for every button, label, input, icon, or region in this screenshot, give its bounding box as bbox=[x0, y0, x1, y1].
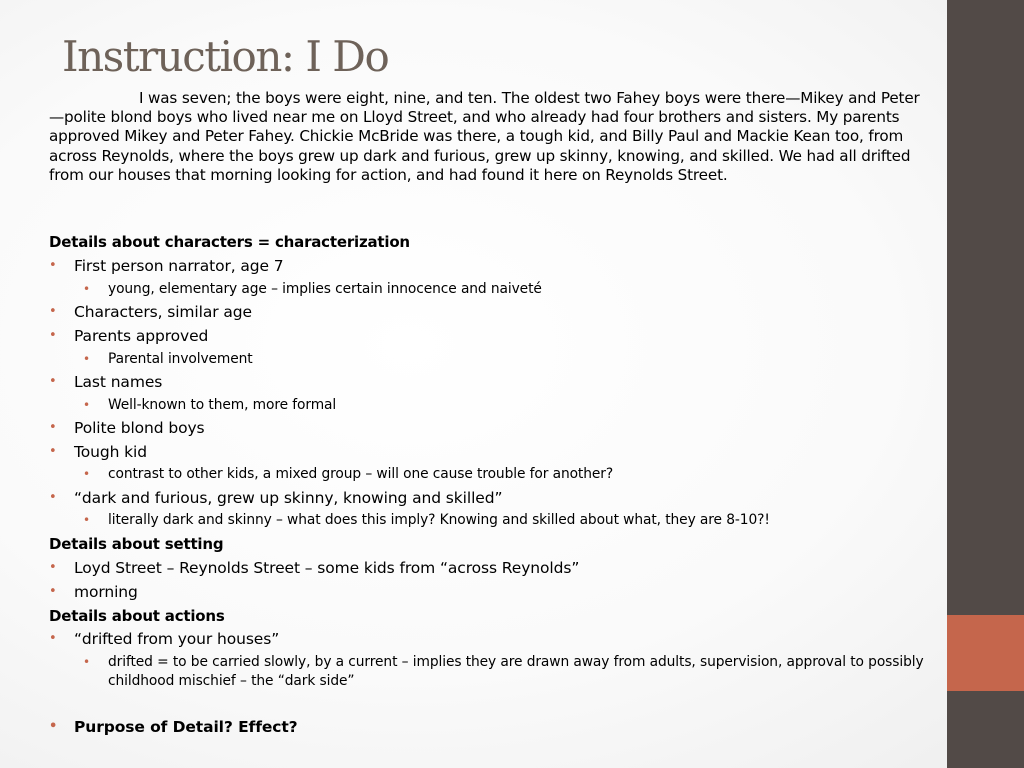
sub-list-item-text: Well-known to them, more formal bbox=[108, 397, 337, 413]
bullet-icon: • bbox=[83, 398, 90, 412]
sub-list-item-text: literally dark and skinny – what does this imply? Knowing and skilled about what, they are 8-10?! bbox=[108, 512, 770, 528]
sub-list-item-text: young, elementary age – implies certain innocence and naiveté bbox=[108, 281, 542, 297]
bullet-icon: • bbox=[49, 304, 57, 319]
purpose-text: Purpose of Detail? Effect? bbox=[74, 718, 298, 736]
bullet-icon: • bbox=[83, 655, 90, 669]
bullet-icon: • bbox=[49, 490, 57, 505]
bullet-icon: • bbox=[49, 631, 57, 646]
bullet-icon: • bbox=[49, 584, 57, 599]
characters-heading: Details about characters = characterization bbox=[49, 233, 410, 251]
bullet-icon: • bbox=[83, 282, 90, 296]
list-item-text: Loyd Street – Reynolds Street – some kids from “across Reynolds” bbox=[74, 559, 580, 577]
list-item-text: morning bbox=[74, 583, 138, 601]
bullet-icon: • bbox=[83, 352, 90, 366]
list-item-text: Parents approved bbox=[74, 327, 209, 345]
bullet-icon: • bbox=[49, 560, 57, 575]
actions-heading: Details about actions bbox=[49, 607, 225, 625]
list-item-text: Polite blond boys bbox=[74, 419, 205, 437]
bullet-icon: • bbox=[49, 328, 57, 343]
bullet-icon: • bbox=[49, 420, 57, 435]
sub-list-item-text: drifted = to be carried slowly, by a current – implies they are drawn away from adults, supervision, approval to possibly childhood mischief – the “dark side” bbox=[108, 654, 924, 689]
quote-paragraph bbox=[49, 89, 929, 185]
bullet-icon: • bbox=[83, 467, 90, 481]
accent-block bbox=[947, 615, 1024, 691]
bullet-icon: • bbox=[49, 258, 57, 273]
list-item-text: First person narrator, age 7 bbox=[74, 257, 284, 275]
bullet-icon: • bbox=[49, 374, 57, 389]
list-item-text: “dark and furious, grew up skinny, knowing and skilled” bbox=[74, 489, 503, 507]
list-item-text: Last names bbox=[74, 373, 163, 391]
quote-text: I was seven; the boys were eight, nine, and ten. The oldest two Fahey boys were there—Mikey and Peter—polite blond boys who lived near me on Lloyd Street, and who already had four brothers and sisters. My parents approved Mikey and Peter Fahey. Chickie McBride was there, a tough kid, and Billy Paul and Mackie Kean too, from across Reynolds, where the boys grew up dark and furious, grew up skinny, knowing, and skilled. We had all drifted from our houses that morning looking for action, and had found it here on Reynolds Street. bbox=[49, 89, 920, 184]
sub-list-item-text: contrast to other kids, a mixed group – will one cause trouble for another? bbox=[108, 466, 614, 482]
bullet-icon: • bbox=[49, 719, 58, 734]
list-item-text: Characters, similar age bbox=[74, 303, 252, 321]
sub-list-item-text: Parental involvement bbox=[108, 351, 253, 367]
bullet-icon: • bbox=[49, 444, 57, 459]
setting-heading: Details about setting bbox=[49, 535, 224, 553]
list-item-text: Tough kid bbox=[74, 443, 147, 461]
bullet-icon: • bbox=[83, 513, 90, 527]
list-item-text: “drifted from your houses” bbox=[74, 630, 280, 648]
slide-title: Instruction: I Do bbox=[62, 32, 389, 81]
